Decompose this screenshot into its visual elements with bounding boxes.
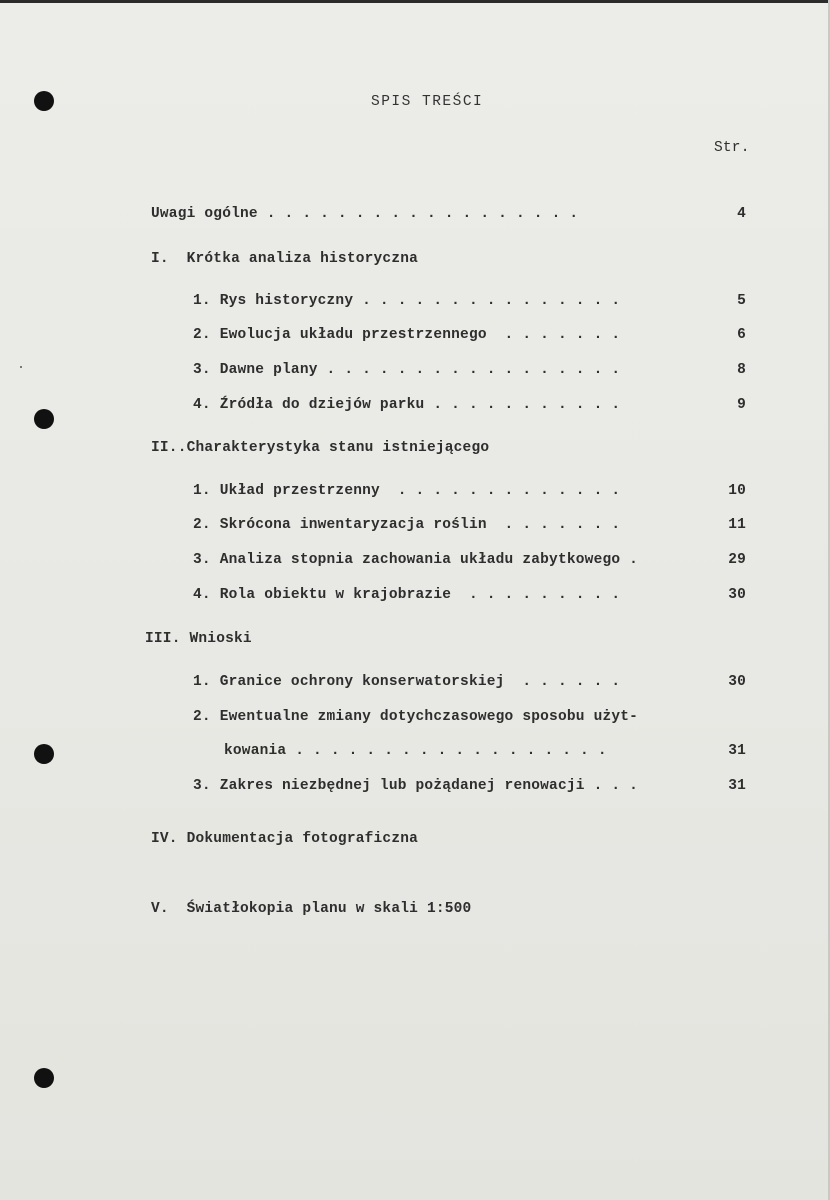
punch-hole — [34, 91, 54, 111]
toc-entry: 1. Granice ochrony konserwatorskiej . . . . . . — [193, 674, 621, 690]
toc-page-number: 4 — [737, 206, 746, 222]
toc-page-number: 29 — [728, 552, 746, 568]
toc-page-number: 9 — [737, 397, 746, 413]
toc-entry: 3. Analiza stopnia zachowania układu zabytkowego . — [193, 552, 639, 568]
toc-entry: 1. Rys historyczny . . . . . . . . . . . . . . . — [193, 293, 621, 309]
toc-entry: 4. Źródła do dziejów parku . . . . . . . . . . . — [193, 397, 621, 413]
toc-page-number: 31 — [728, 743, 746, 759]
toc-page-number: 5 — [737, 293, 746, 309]
punch-hole — [34, 744, 54, 764]
toc-entry-continuation: kowania . . . . . . . . . . . . . . . . . . — [224, 743, 607, 759]
page-column-label: Str. — [714, 140, 750, 156]
section-heading-2: II..Charakterystyka stanu istniejącego — [151, 440, 490, 456]
paper-speck — [20, 366, 22, 368]
section-heading-1: I. Krótka analiza historyczna — [151, 251, 419, 267]
toc-entry: 4. Rola obiektu w krajobrazie . . . . . . . . . — [193, 587, 621, 603]
section-heading-3: III. Wnioski — [145, 631, 252, 647]
toc-entry-intro: Uwagi ogólne . . . . . . . . . . . . . . . . . . — [151, 206, 579, 222]
toc-page-number: 10 — [728, 483, 746, 499]
toc-page-number: 8 — [737, 362, 746, 378]
toc-page-number: 30 — [728, 587, 746, 603]
toc-page-number: 11 — [728, 517, 746, 533]
toc-page-number: 30 — [728, 674, 746, 690]
toc-entry: 2. Skrócona inwentaryzacja roślin . . . . . . . — [193, 517, 621, 533]
page-title: SPIS TREŚCI — [371, 94, 484, 110]
toc-entry: 2. Ewentualne zmiany dotychczasowego sposobu użyt- — [193, 709, 639, 725]
section-heading-5: V. Światłokopia planu w skali 1:500 — [151, 901, 472, 917]
toc-page-number: 31 — [728, 778, 746, 794]
punch-hole — [34, 409, 54, 429]
punch-hole — [34, 1068, 54, 1088]
toc-entry: 3. Zakres niezbędnej lub pożądanej renowacji . . . — [193, 778, 639, 794]
toc-page-number: 6 — [737, 327, 746, 343]
toc-entry: 1. Układ przestrzenny . . . . . . . . . . . . . — [193, 483, 621, 499]
toc-entry: 2. Ewolucja układu przestrzennego . . . . . . . — [193, 327, 621, 343]
toc-entry: 3. Dawne plany . . . . . . . . . . . . . . . . . — [193, 362, 621, 378]
section-heading-4: IV. Dokumentacja fotograficzna — [151, 831, 419, 847]
page-top-edge — [0, 0, 830, 3]
